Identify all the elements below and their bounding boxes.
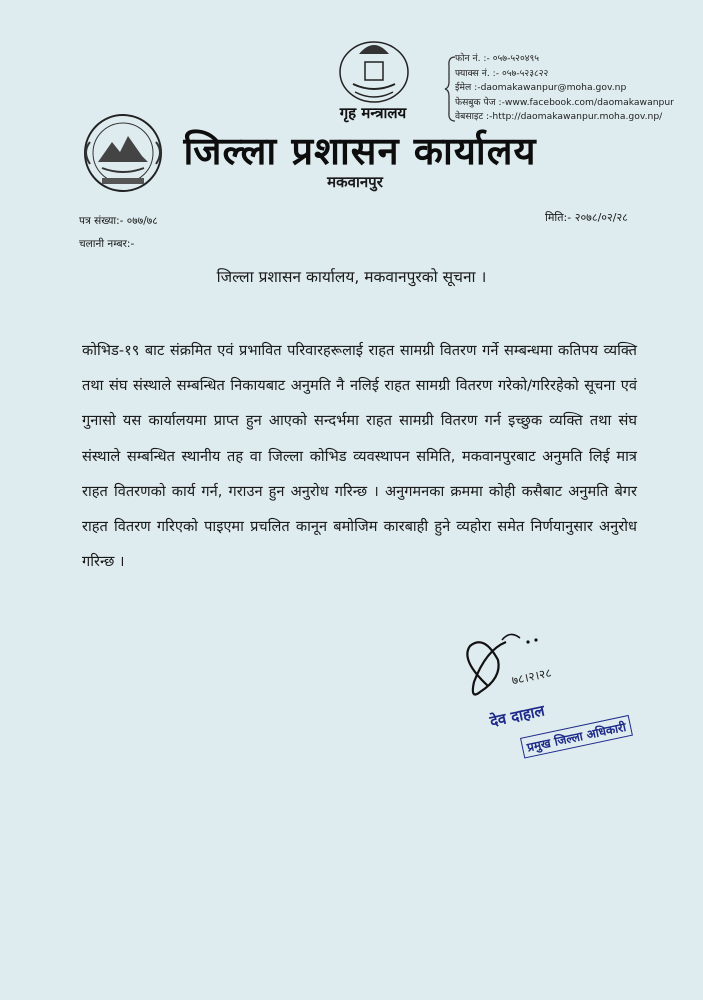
contact-facebook: फेसबुक पेज :-www.facebook.com/daomakawanpur [455,96,674,108]
contact-website: वेबसाइट :-http://daomakawanpur.moha.gov.np/ [455,111,663,123]
contact-phone: फोन नं. :- ०५७-५२०४९५ [455,53,540,64]
contact-email: ईमेल :-daomakawanpur@moha.gov.np [455,82,627,94]
district-name: मकवानपुर [327,173,383,191]
ministry-name: गृह मन्त्रालय [339,104,407,122]
letter-date: मिति:- २०७८/०२/२८ [545,211,628,224]
office-title: जिल्ला प्रशासन कार्यालय [183,129,537,173]
signatory-name-stamp: देव दाहाल [488,701,547,731]
notice-body: कोभिड-१९ बाट संक्रमित एवं प्रभावित परिवारहरूलाई राहत सामग्री वितरण गर्ने सम्बन्धमा कतिपय व्यक्ति तथा संघ संस्थाले सम्बन्धित निकायबाट अनुमति नै नलिई राहत सामग्री वितरण गरेको/गरिरहेको सूचना एवं गुनासो यस कार्यालयमा प्राप्त हुन आएको सन्दर्भमा राहत सामग्री वितरण गर्न इच्छुक व्यक्ति तथा संघ संस्थाले सम्बन्धित स्थानीय तह वा जिल्ला कोभिड व्यवस्थापन समिति, मकवानपुरबाट अनुमति लिई मात्र राहत वितरणको कार्य गर्न, गराउन हुन अनुरोध गरिन्छ । अनुगमनका क्रममा कोही कसैबाट अनुमति बेगर राहत वितरण गरिएको पाइएमा प्रचलित कानून बमोजिम कारबाही हुने व्यहोरा समेत निर्णयानुसार अनुरोध गरिन्छ । [82,342,637,571]
contact-fax: फ्याक्स नं. :- ०५७-५२३८२२ [455,67,549,79]
coat-of-arms-emblem [82,112,164,194]
ministry-seal-emblem [335,32,413,110]
signatory-post-stamp: प्रमुख जिल्ला अधिकारी [520,715,633,759]
signature-date: ७८।२।२८ [510,665,553,688]
letter-number: पत्र संख्या:- ०७७/७८ [79,215,158,227]
notice-title: जिल्ला प्रशासन कार्यालय, मकवानपुरको सूचना । [216,268,487,286]
reference-block [79,210,158,256]
contact-block [455,52,674,125]
dispatch-number: चलानी नम्बर:- [79,238,135,250]
